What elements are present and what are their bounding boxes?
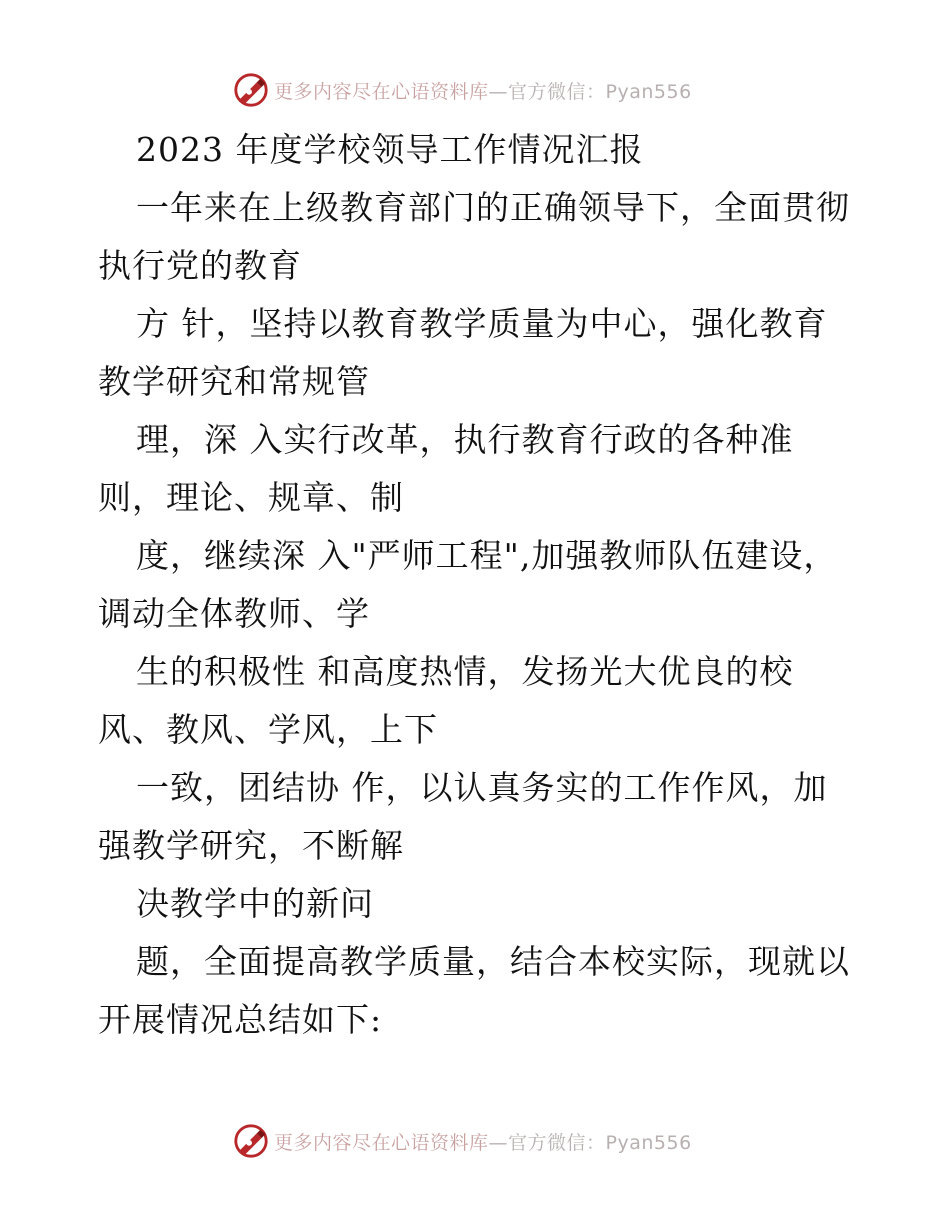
paragraph-line: 决教学中的新问 xyxy=(136,884,374,923)
paragraph-line: 开展情况总结如下: xyxy=(98,1000,383,1039)
paragraph-line: 题，全面提高教学质量，结合本校实际，现就以 xyxy=(136,942,850,981)
paragraph-line: 强教学研究，不断解 xyxy=(98,826,404,865)
paragraph-line: 度，继续深 入"严师工程",加强教师队伍建设， xyxy=(136,536,838,575)
paragraph-line: 执行党的教育 xyxy=(98,246,302,285)
pen-logo-icon xyxy=(232,71,270,109)
paragraph-line: 风、教风、学风，上下 xyxy=(98,710,438,749)
paragraph-line: 调动全体教师、学 xyxy=(98,594,370,633)
banner-wechat-text: —官方微信：Pyan556 xyxy=(488,1131,692,1154)
document-body xyxy=(98,121,858,1049)
banner-text xyxy=(274,1128,692,1155)
paragraph-line: 生的积极性 和高度热情，发扬光大优良的校 xyxy=(136,652,794,691)
paragraph-line: 理，深 入实行改革，执行教育行政的各种准 xyxy=(136,420,794,459)
banner-wechat-text: —官方微信：Pyan556 xyxy=(488,80,692,103)
footer-watermark-banner xyxy=(232,1121,692,1161)
paragraph-line: 教学研究和常规管 xyxy=(98,362,370,401)
header-watermark-banner xyxy=(232,70,692,110)
paragraph-line: 一年来在上级教育部门的正确领导下，全面贯彻 xyxy=(136,188,850,227)
paragraph-line: 则，理论、规章、制 xyxy=(98,478,404,517)
banner-text xyxy=(274,77,692,104)
paragraph-line: 一致，团结协 作，以认真务实的工作作风，加 xyxy=(136,768,828,807)
banner-main-text: 更多内容尽在心语资料库 xyxy=(274,80,489,103)
document-title: 2023 年度学校领导工作情况汇报 xyxy=(136,130,644,169)
banner-main-text: 更多内容尽在心语资料库 xyxy=(274,1131,489,1154)
pen-logo-icon xyxy=(232,1122,270,1160)
paragraph-line: 方 针，坚持以教育教学质量为中心，强化教育 xyxy=(136,304,828,343)
